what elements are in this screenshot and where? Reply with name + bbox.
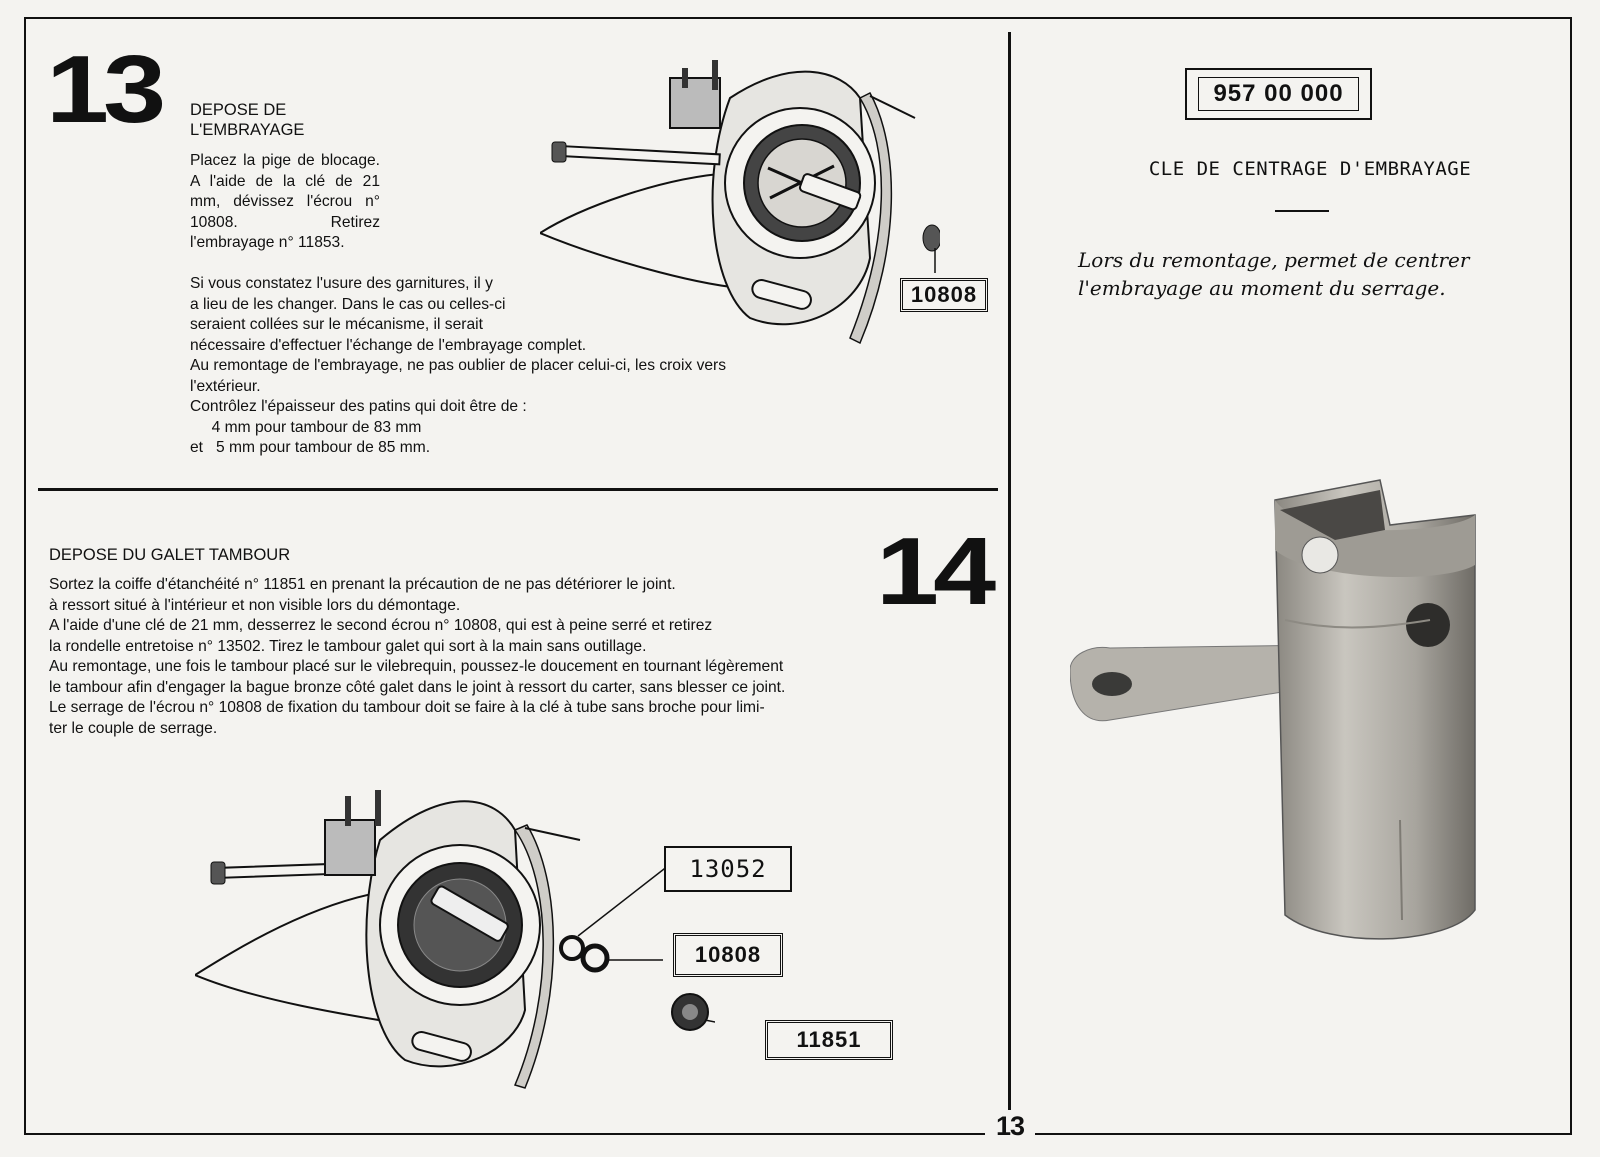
section-13-text-narrow: Placez la pige de blocage. A l'aide de la clé de 21 mm, dévissez l'écrou n° 10808. Retirez l'embrayage n° 11853. — [190, 152, 380, 251]
tool-reference-box — [1185, 68, 1372, 120]
drum-illustration — [195, 790, 715, 1090]
section-13-title-line1: DEPOSE DE — [190, 101, 287, 119]
tool-description: Lors du remontage, permet de centrer l'embrayage au moment du serrage. — [1078, 248, 1470, 300]
centering-wrench-photo — [1070, 470, 1510, 970]
page-number: 13 — [985, 1110, 1035, 1142]
section-14-number: 14 — [876, 518, 991, 625]
part-label-10808-bottom: 10808 — [673, 933, 783, 977]
title-underline — [1275, 210, 1329, 212]
section-divider — [38, 488, 998, 491]
section-13-number: 13 — [46, 36, 161, 143]
column-divider — [1008, 32, 1011, 1135]
section-13-text-wide: Si vous constatez l'usure des garnitures, il y a lieu de les changer. Dans le cas ou celles-ci seraient collées sur le mécanisme, il serait nécessaire d'effectuer l'échange de l'embrayage complet. Au remontage de l'embrayage, ne pas oublier de placer celui-ci, les croix vers l'extérieur. Contrôlez l'épaisseur des patins qui doit être de : 4 mm pour tambour de 83 mm et 5 mm pour tambour de 85 mm. — [190, 275, 727, 456]
section-14-title: DEPOSE DU GALET TAMBOUR — [49, 546, 291, 564]
part-label-13052: 13052 — [664, 846, 792, 892]
part-label-10808-top: 10808 — [900, 278, 988, 312]
part-label-11851: 11851 — [765, 1020, 893, 1060]
tool-title: CLE DE CENTRAGE D'EMBRAYAGE — [1148, 158, 1472, 180]
section-14-text: Sortez la coiffe d'étanchéité n° 11851 en prenant la précaution de ne pas détériorer le joint. à ressort situé à l'intérieur et non visible lors du démontage. A l'aide d'une clé de 21 mm, desserrez le second écrou n° 10808, qui est à peine serré et retirez la rondelle entretoise n° 13502. Tirez le tambour galet qui sort à la main sans outillage. Au remontage, une fois le tambour placé sur le vilebrequin, poussez-le doucement en tournant légèrement le tambour afin d'engager la bague bronze côté galet dans le joint à ressort du carter, sans blesser ce joint. Le serrage de l'écrou n° 10808 de fixation du tambour doit se faire à la clé à tube sans broche pour limi- ter le couple de serrage. — [49, 576, 786, 737]
tool-reference: 957 00 000 — [1198, 77, 1358, 111]
section-13-title-line2: L'EMBRAYAGE — [190, 121, 305, 139]
clutch-illustration — [540, 58, 940, 358]
section-13-title — [190, 100, 304, 140]
